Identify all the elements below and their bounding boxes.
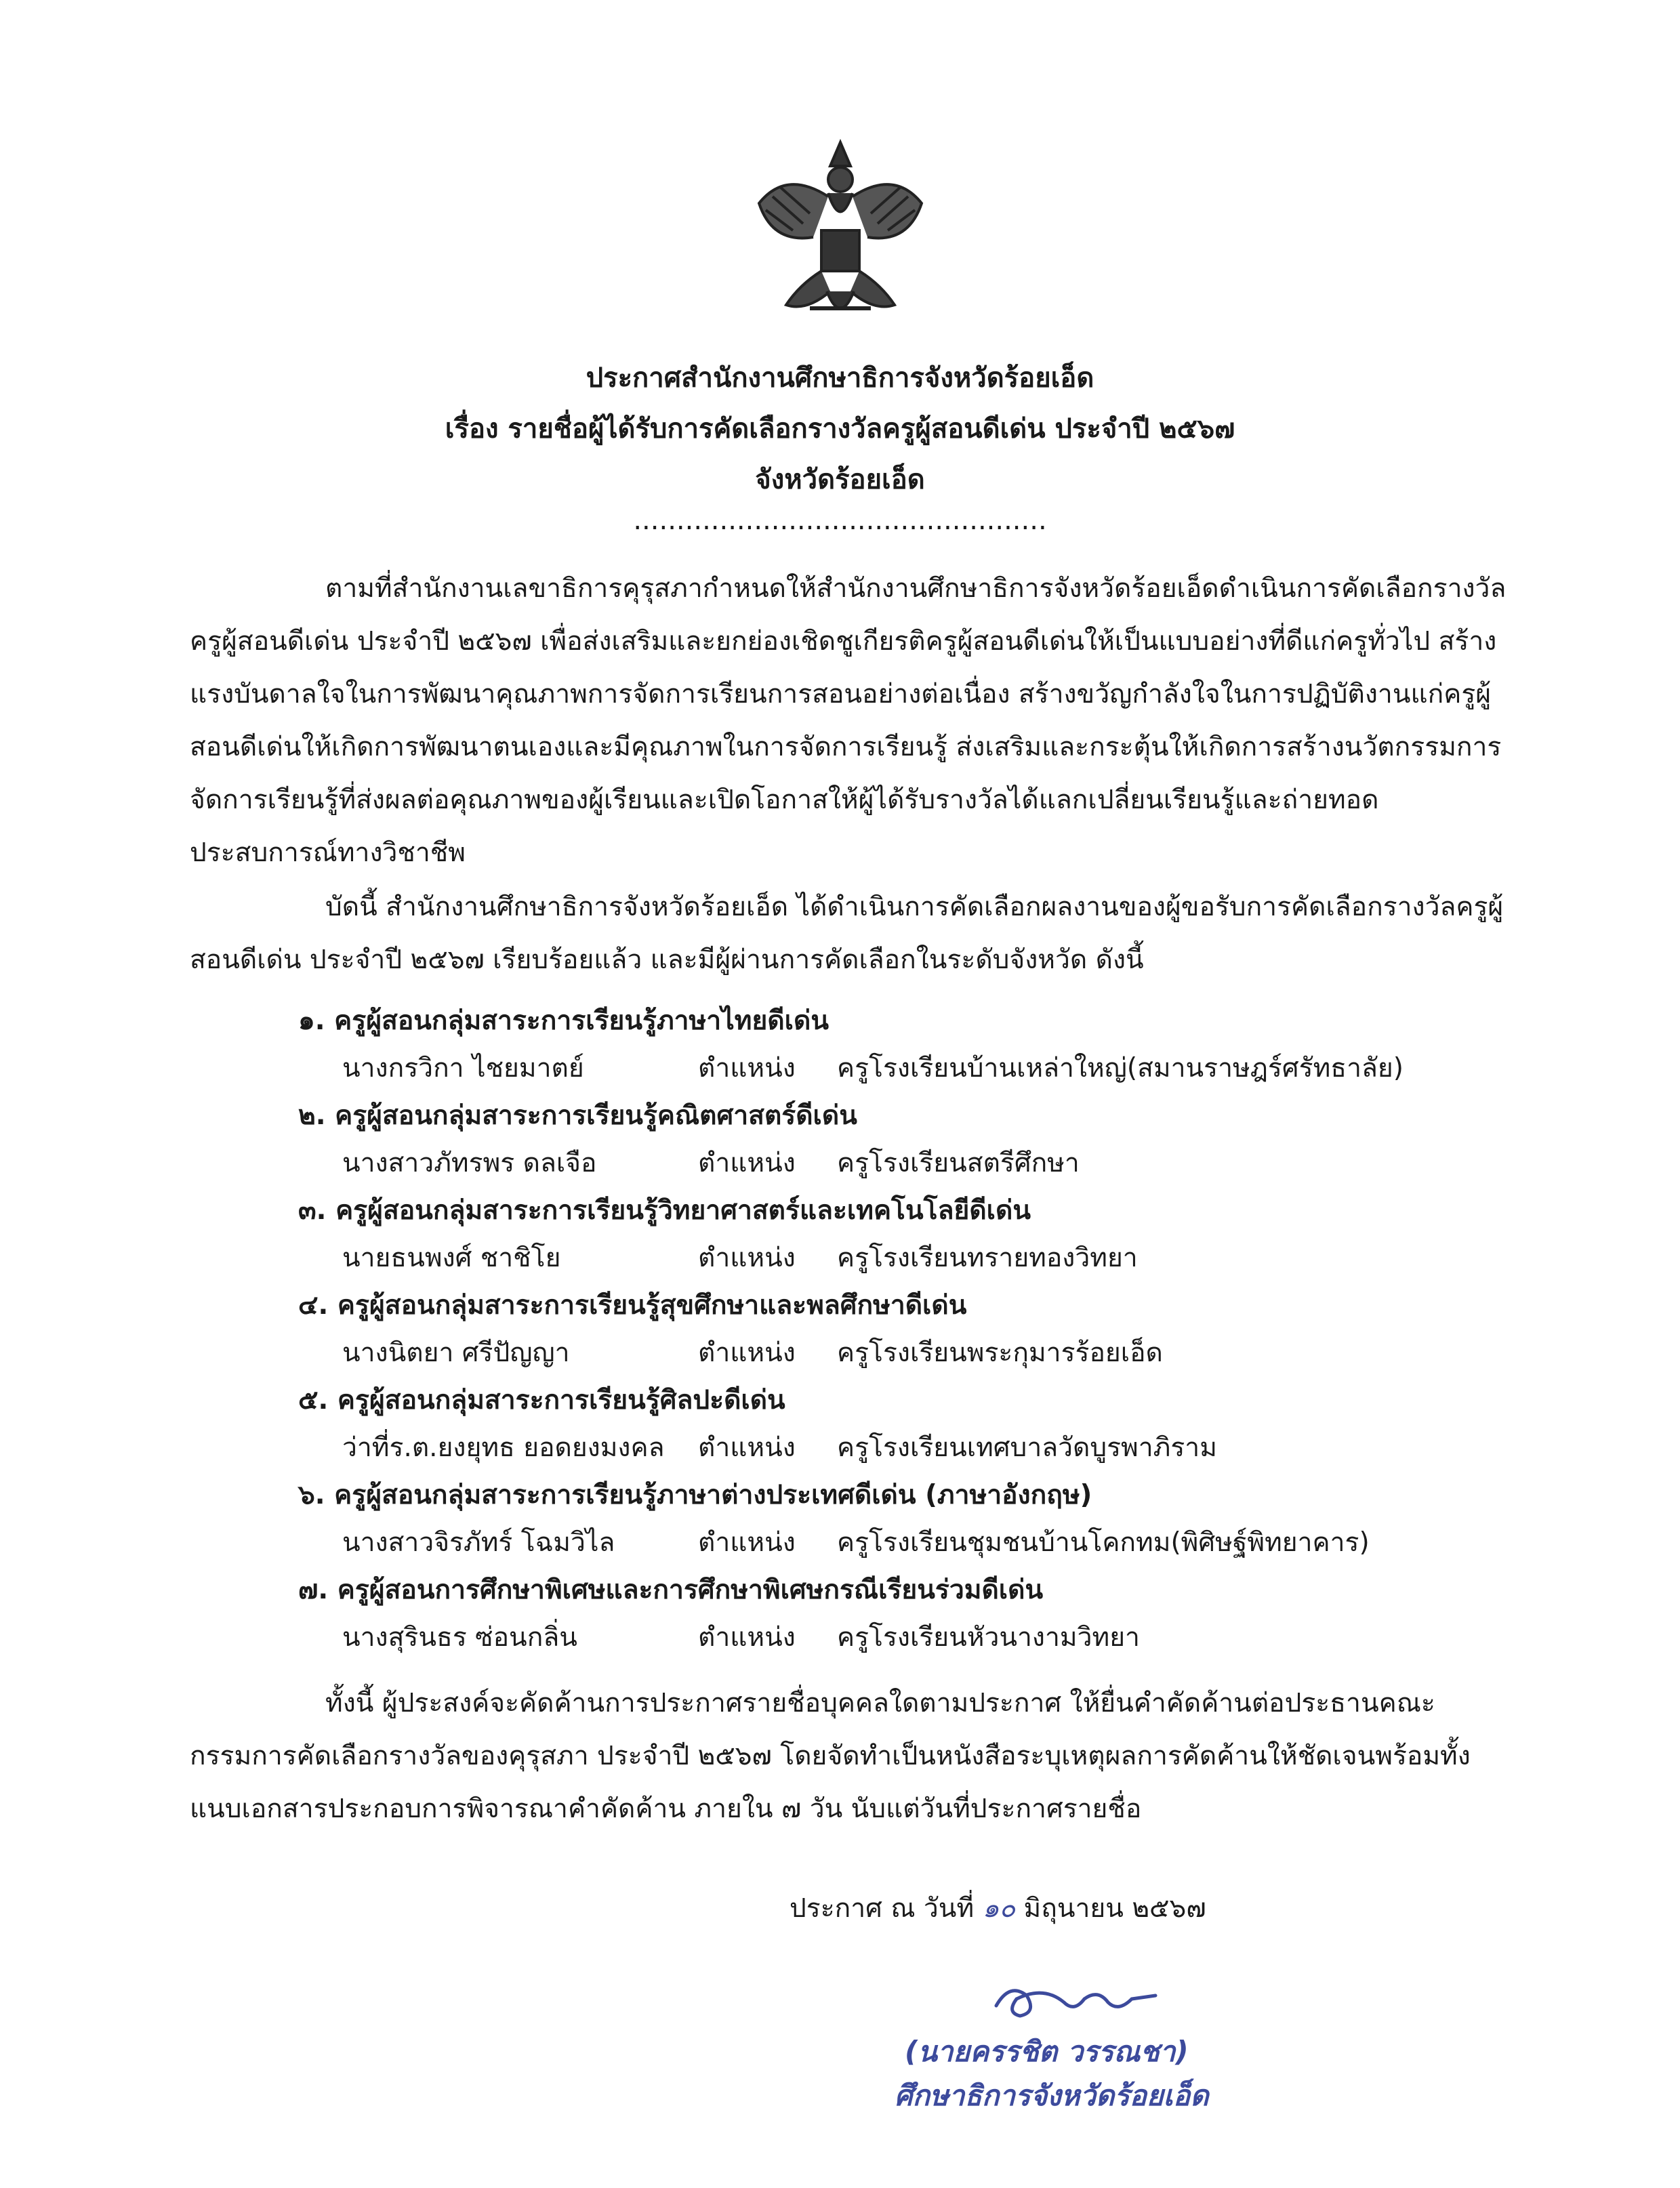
award-name: นางนิตยา ศรีปัญญา <box>342 1338 570 1368</box>
announcement-subject: เรื่อง รายชื่อผู้ได้รับการคัดเลือกรางวัลครูผู้สอนดีเด่น ประจำปี ๒๕๖๗ <box>445 413 1235 445</box>
award-category: ๕. ครูผู้สอนกลุ่มสาระการเรียนรู้ศิลปะดีเด่น <box>298 1385 785 1416</box>
award-school: ครูโรงเรียนบ้านเหล่าใหญ่(สมานราษฎร์ศรัทธาลัย) <box>837 1053 1404 1083</box>
title-divider: ................................................ <box>633 505 1047 536</box>
award-name: นางสาวจิรภัทร์ โฉมวิไล <box>342 1527 615 1558</box>
announcement-date: ประกาศ ณ วันที่ ๑๐ มิถุนายน ๒๕๖๗ <box>790 1893 1206 1924</box>
award-school: ครูโรงเรียนทรายทองวิทยา <box>837 1243 1138 1273</box>
paragraph-result: บัดนี้ สำนักงานศึกษาธิการจังหวัดร้อยเอ็ด ได้ดำเนินการคัดเลือกผลงานของผู้ขอรับการคัดเลือกรางวัลครูผู้สอนดีเด่น ประจำปี ๒๕๖๗ เรียบร้อยแล้ว และมีผู้ผ่านการคัดเลือกในระดับจังหวัด ดังนี้ <box>190 892 1504 975</box>
award-name: ว่าที่ร.ต.ยงยุทธ ยอดยงมงคล <box>342 1432 665 1463</box>
award-position-label: ตำแหน่ง <box>698 1432 796 1463</box>
award-name: นางสุรินธร ซ่อนกลิ่น <box>342 1622 577 1653</box>
paragraph-objection: ทั้งนี้ ผู้ประสงค์จะคัดค้านการประกาศรายชื่อบุคคลใดตามประกาศ ให้ยื่นคำคัดค้านต่อประธานคณะกรรมการคัดเลือกรางวัลของคุรุสภา ประจำปี ๒๕๖๗ โดยจัดทำเป็นหนังสือระบุเหตุผลการคัดค้านให้ชัดเจนพร้อมทั้งแนบเอกสารประกอบการพิจารณาคำคัดค้าน ภายใน ๗ วัน นับแต่วันที่ประกาศรายชื่อ <box>190 1688 1471 1824</box>
announcement-day: ๑๐ <box>982 1893 1016 1924</box>
award-category: ๗. ครูผู้สอนการศึกษาพิเศษและการศึกษาพิเศษกรณีเรียนร่วมดีเด่น <box>298 1575 1044 1605</box>
award-category: ๓. ครูผู้สอนกลุ่มสาระการเรียนรู้วิทยาศาสตร์และเทคโนโลยีดีเด่น <box>298 1195 1031 1226</box>
award-category: ๖. ครูผู้สอนกลุ่มสาระการเรียนรู้ภาษาต่างประเทศดีเด่น (ภาษาอังกฤษ) <box>298 1480 1092 1510</box>
award-position-label: ตำแหน่ง <box>698 1338 796 1368</box>
award-category: ๔. ครูผู้สอนกลุ่มสาระการเรียนรู้สุขศึกษาและพลศึกษาดีเด่น <box>298 1290 967 1321</box>
award-school: ครูโรงเรียนชุมชนบ้านโคกทม(พิศิษฐ์พิทยาคาร) <box>837 1527 1370 1558</box>
signer-name: (นายครรชิต วรรณชา) <box>905 2035 1189 2068</box>
award-school: ครูโรงเรียนพระกุมารร้อยเอ็ด <box>837 1338 1163 1368</box>
signature-scribble <box>989 1979 1166 2033</box>
award-category: ๒. ครูผู้สอนกลุ่มสาระการเรียนรู้คณิตศาสตร์ดีเด่น <box>298 1100 857 1131</box>
award-name: นางกรวิกา ไชยมาตย์ <box>342 1053 584 1083</box>
announcement-province: จังหวัดร้อยเอ็ด <box>755 464 925 495</box>
award-position-label: ตำแหน่ง <box>698 1243 796 1273</box>
paragraph-intro: ตามที่สำนักงานเลขาธิการคุรุสภากำหนดให้สำนักงานศึกษาธิการจังหวัดร้อยเอ็ดดำเนินการคัดเลือกรางวัลครูผู้สอนดีเด่น ประจำปี ๒๕๖๗ เพื่อส่งเสริมและยกย่องเชิดชูเกียรติครูผู้สอนดีเด่นให้เป็นแบบอย่างที่ดีแก่ครูทั่วไป สร้างแรงบันดาลใจในการพัฒนาคุณภาพการจัดการเรียนการสอนอย่างต่อเนื่อง สร้างขวัญกำลังใจในการปฏิบัติงานแก่ครูผู้สอนดีเด่นให้เกิดการพัฒนาตนเองและมีคุณภาพในการจัดการเรียนรู้ ส่งเสริมและกระตุ้นให้เกิดการสร้างนวัตกรรมการจัดการเรียนรู้ที่ส่งผลต่อคุณภาพของผู้เรียนและเปิดโอกาสให้ผู้ได้รับรางวัลได้แลกเปลี่ยนเรียนรู้และถ่ายทอดประสบการณ์ทางวิชาชีพ <box>190 573 1507 868</box>
award-position-label: ตำแหน่ง <box>698 1527 796 1558</box>
award-school: ครูโรงเรียนหัวนางามวิทยา <box>837 1622 1140 1653</box>
award-category: ๑. ครูผู้สอนกลุ่มสาระการเรียนรู้ภาษาไทยดีเด่น <box>298 1006 829 1036</box>
award-school: ครูโรงเรียนเทศบาลวัดบูรพาภิราม <box>837 1432 1217 1463</box>
award-name: นายธนพงศ์ ชาชิโย <box>342 1243 561 1273</box>
award-position-label: ตำแหน่ง <box>698 1148 796 1178</box>
signer-position: ศึกษาธิการจังหวัดร้อยเอ็ด <box>895 2079 1209 2112</box>
award-position-label: ตำแหน่ง <box>698 1622 796 1653</box>
award-name: นางสาวภัทรพร ดลเจือ <box>342 1148 597 1178</box>
award-school: ครูโรงเรียนสตรีศึกษา <box>837 1148 1080 1178</box>
announcement-title: ประกาศสำนักงานศึกษาธิการจังหวัดร้อยเอ็ด <box>586 363 1094 394</box>
garuda-emblem-icon <box>745 129 935 332</box>
award-position-label: ตำแหน่ง <box>698 1053 796 1083</box>
